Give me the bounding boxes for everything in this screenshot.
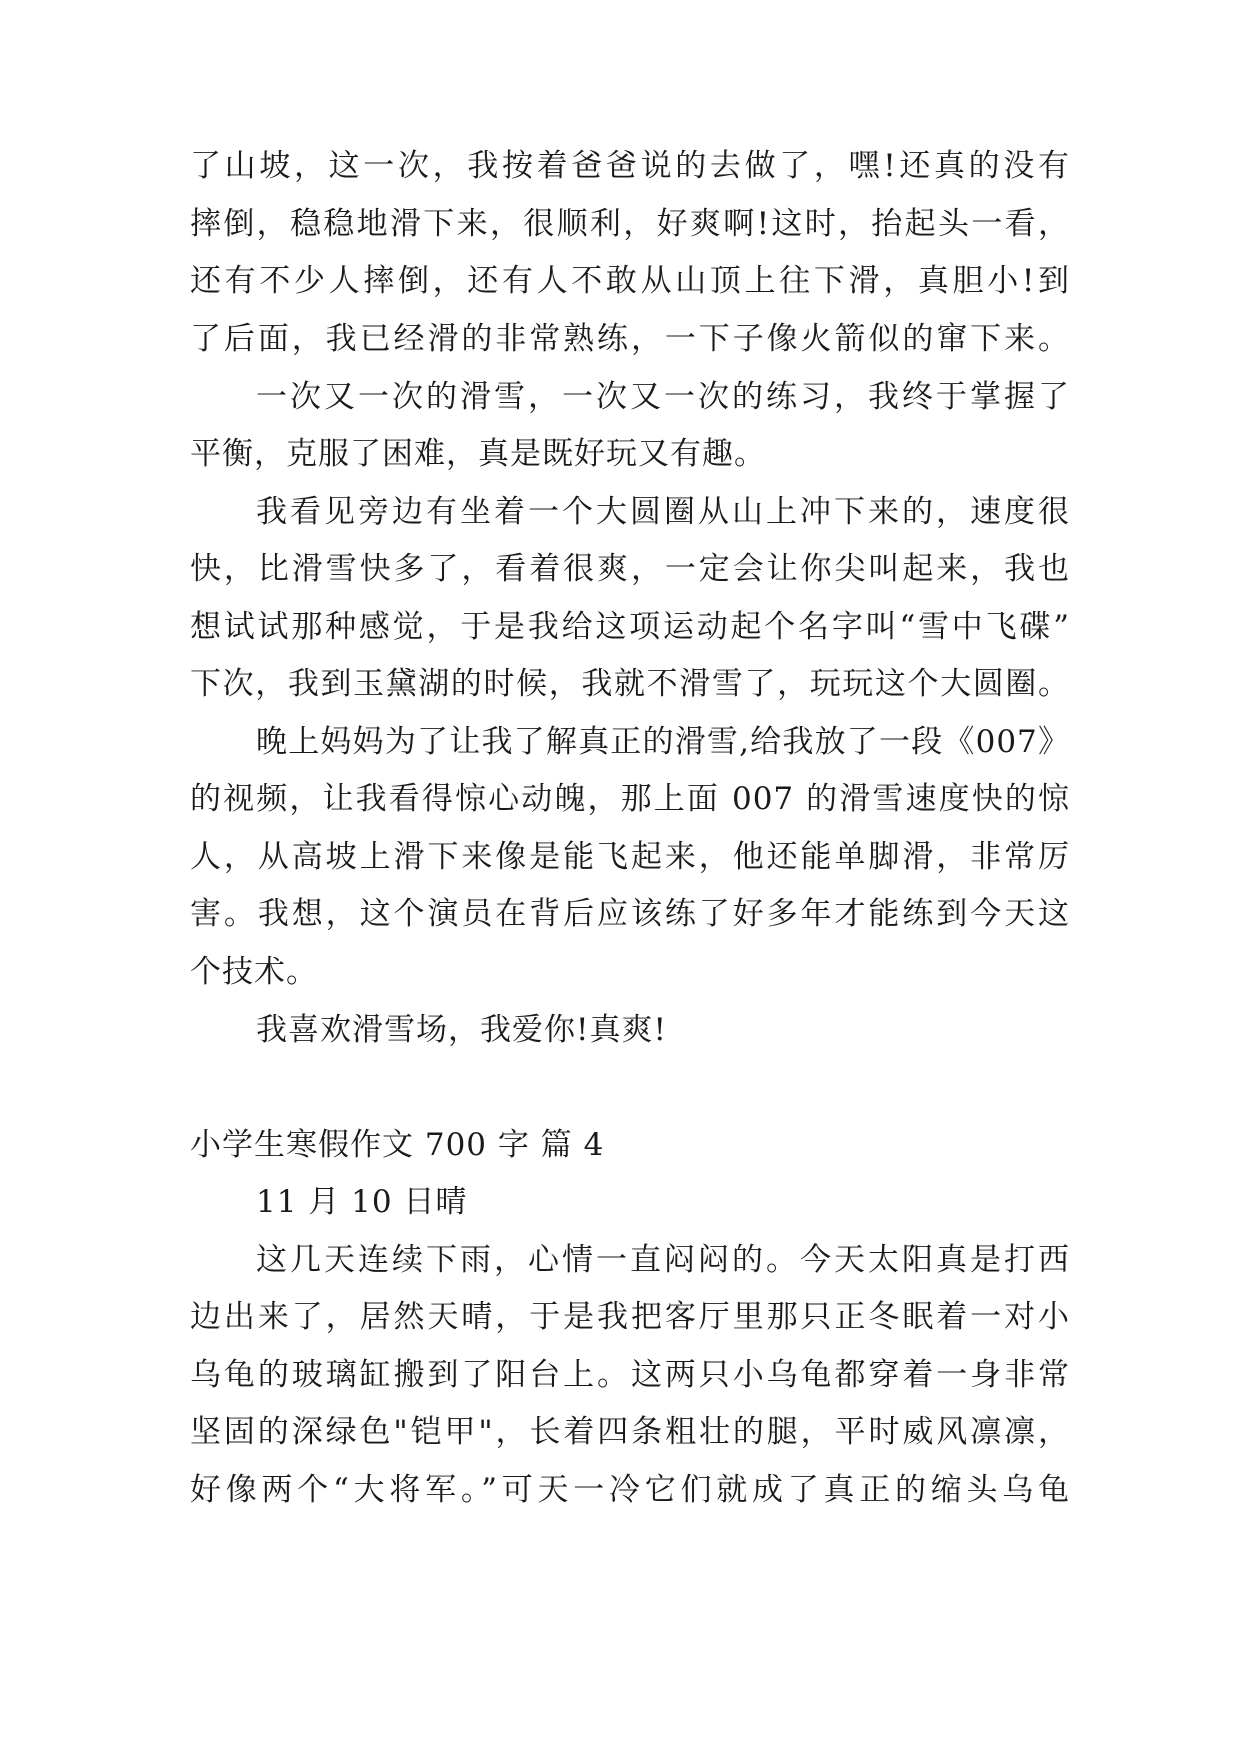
text-line: 快，比滑雪快多了，看着很爽，一定会让你尖叫起来，我也 [190,551,1070,587]
paragraph-first-line: 我看见旁边有坐着一个大圆圈从山上冲下来的，速度很 [256,494,1070,530]
paragraph-first-line: 一次又一次的滑雪，一次又一次的练习，我终于掌握了 [256,379,1070,415]
section-heading: 小学生寒假作文 700 字 篇 4 [190,1127,605,1163]
text-line: 坚固的深绿色"铠甲"，长着四条粗壮的腿，平时威风凛凛， [190,1414,1070,1450]
paragraph-first-line: 晚上妈妈为了让我了解真正的滑雪,给我放了一段《007》 [256,724,1070,760]
paragraph-first-line: 这几天连续下雨，心情一直闷闷的。今天太阳真是打西 [256,1242,1070,1278]
text-line: 好像两个“大将军。”可天一冷它们就成了真正的缩头乌龟 [190,1472,1070,1508]
text-line: 个技术。 [190,954,318,990]
text-line: 乌龟的玻璃缸搬到了阳台上。这两只小乌龟都穿着一身非常 [190,1357,1070,1393]
text-line: 的视频，让我看得惊心动魄，那上面 007 的滑雪速度快的惊 [190,781,1070,817]
text-line: 了山坡，这一次，我按着爸爸说的去做了，嘿!还真的没有 [190,148,1070,184]
text-line: 害。我想，这个演员在背后应该练了好多年才能练到今天这 [190,896,1070,932]
text-line: 人，从高坡上滑下来像是能飞起来，他还能单脚滑，非常厉 [190,839,1070,875]
text-line: 下次，我到玉黛湖的时候，我就不滑雪了，玩玩这个大圆圈。 [190,666,1070,702]
text-line: 了后面，我已经滑的非常熟练，一下子像火箭似的窜下来。 [190,321,1070,357]
text-line: 还有不少人摔倒，还有人不敢从山顶上往下滑，真胆小!到 [190,263,1070,299]
text-line: 摔倒，稳稳地滑下来，很顺利，好爽啊!这时，抬起头一看， [190,206,1070,242]
text-line: 边出来了，居然天晴，于是我把客厅里那只正冬眠着一对小 [190,1299,1070,1335]
text-line: 平衡，克服了困难，真是既好玩又有趣。 [190,436,766,472]
paragraph-first-line: 我喜欢滑雪场，我爱你!真爽! [256,1012,667,1048]
date-line: 11 月 10 日晴 [256,1184,468,1220]
text-line: 想试试那种感觉，于是我给这项运动起个名字叫“雪中飞碟” [190,609,1070,645]
